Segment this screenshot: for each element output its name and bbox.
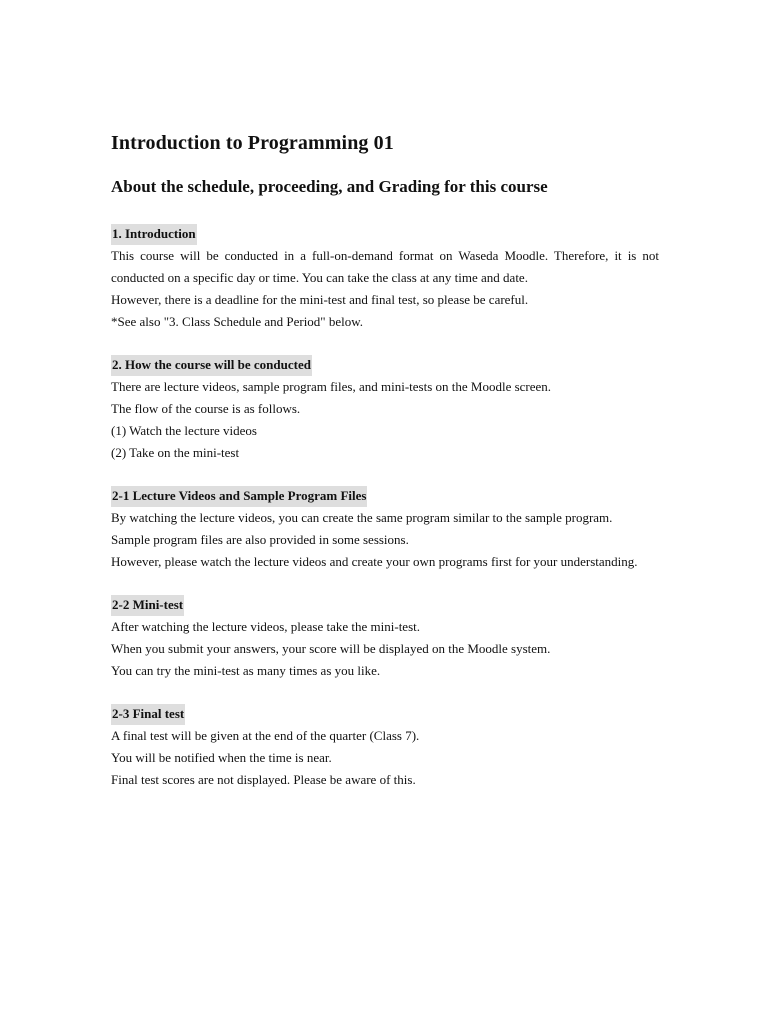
section-heading: 2-2 Mini-test: [111, 595, 184, 616]
paragraph-line: A final test will be given at the end of the quarter (Class 7).: [111, 728, 420, 743]
section-introduction: [111, 224, 659, 333]
paragraph-line: The flow of the course is as follows.: [111, 401, 301, 416]
section-heading: 1. Introduction: [111, 224, 197, 245]
section-heading: 2-1 Lecture Videos and Sample Program Files: [111, 486, 367, 507]
paragraph-line: This course will be conducted in a full-on-demand format on Waseda Moodle. Therefore, it is not conducted on a specific day or time. You can take the class at any time and date.: [111, 248, 659, 285]
paragraph-line: You can try the mini-test as many times as you like.: [111, 663, 381, 678]
paragraph-line: However, there is a deadline for the mini-test and final test, so please be careful.: [111, 292, 529, 307]
section-lecture-videos: [111, 486, 659, 573]
paragraph-line: (1) Watch the lecture videos: [111, 423, 257, 438]
paragraph-line: After watching the lecture videos, please take the mini-test.: [111, 619, 420, 634]
paragraph-line: You will be notified when the time is near.: [111, 750, 332, 765]
paragraph-line: Final test scores are not displayed. Please be aware of this.: [111, 772, 416, 787]
section-heading: 2-3 Final test: [111, 704, 185, 725]
document-subtitle: About the schedule, proceeding, and Grading for this course: [111, 177, 548, 196]
paragraph-line: (2) Take on the mini-test: [111, 445, 240, 460]
section-final-test: [111, 704, 659, 791]
section-mini-test: [111, 595, 659, 682]
section-heading: 2. How the course will be conducted: [111, 355, 312, 376]
document-page: [111, 128, 659, 791]
paragraph-line: However, please watch the lecture videos and create your own programs first for your understanding.: [111, 554, 638, 569]
section-how-conducted: [111, 355, 659, 464]
paragraph-line: When you submit your answers, your score will be displayed on the Moodle system.: [111, 641, 551, 656]
paragraph-line: There are lecture videos, sample program files, and mini-tests on the Moodle screen.: [111, 379, 552, 394]
paragraph-line: Sample program files are also provided in some sessions.: [111, 532, 409, 547]
paragraph-line: By watching the lecture videos, you can create the same program similar to the sample program.: [111, 510, 613, 525]
paragraph-line: *See also "3. Class Schedule and Period" below.: [111, 314, 364, 329]
document-title: Introduction to Programming 01: [111, 132, 394, 154]
